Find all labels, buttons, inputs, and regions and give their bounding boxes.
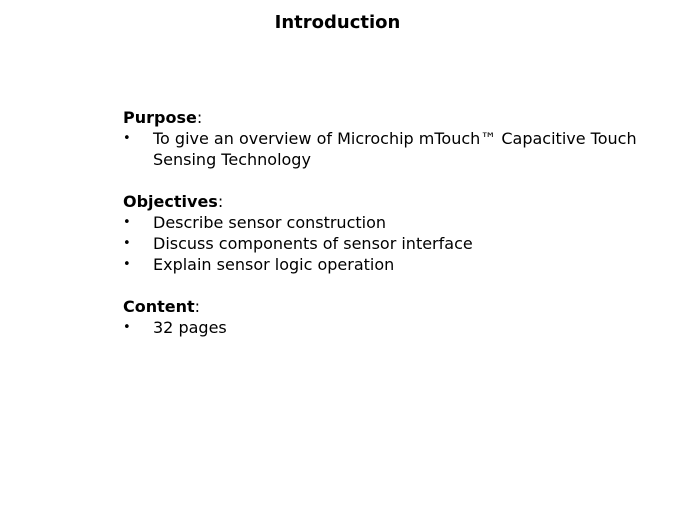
section-heading-label: Content [123, 297, 195, 316]
section-content [123, 296, 643, 338]
section-heading-colon: : [217, 192, 224, 211]
section-heading-colon: : [196, 108, 203, 127]
bullet-text: Explain sensor logic operation [153, 255, 395, 274]
bullet-icon: • [123, 131, 131, 146]
section-heading-label: Objectives [123, 192, 218, 211]
bullet-text: Describe sensor construction [153, 213, 387, 232]
bullet-text: To give an overview of Microchip mTouch™ Capacitive Touch Sensing Technology [153, 129, 637, 169]
section-heading-colon: : [194, 297, 201, 316]
bullet-icon: • [123, 257, 131, 272]
bullet-list [123, 128, 643, 170]
slide-content [123, 107, 643, 359]
list-item [123, 254, 643, 275]
section-purpose [123, 107, 643, 170]
bullet-text: Discuss components of sensor interface [153, 234, 473, 253]
list-item [123, 212, 643, 233]
list-item [123, 317, 643, 338]
bullet-icon: • [123, 215, 131, 230]
section-heading [123, 191, 643, 212]
bullet-icon: • [123, 236, 131, 251]
section-heading [123, 296, 643, 317]
section-heading-label: Purpose [123, 108, 197, 127]
bullet-icon: • [123, 320, 131, 335]
list-item [123, 233, 643, 254]
bullet-list [123, 317, 643, 338]
bullet-text: 32 pages [153, 318, 227, 337]
section-objectives [123, 191, 643, 275]
bullet-list [123, 212, 643, 275]
slide-title: Introduction [274, 12, 401, 33]
section-heading [123, 107, 643, 128]
list-item [123, 128, 643, 170]
